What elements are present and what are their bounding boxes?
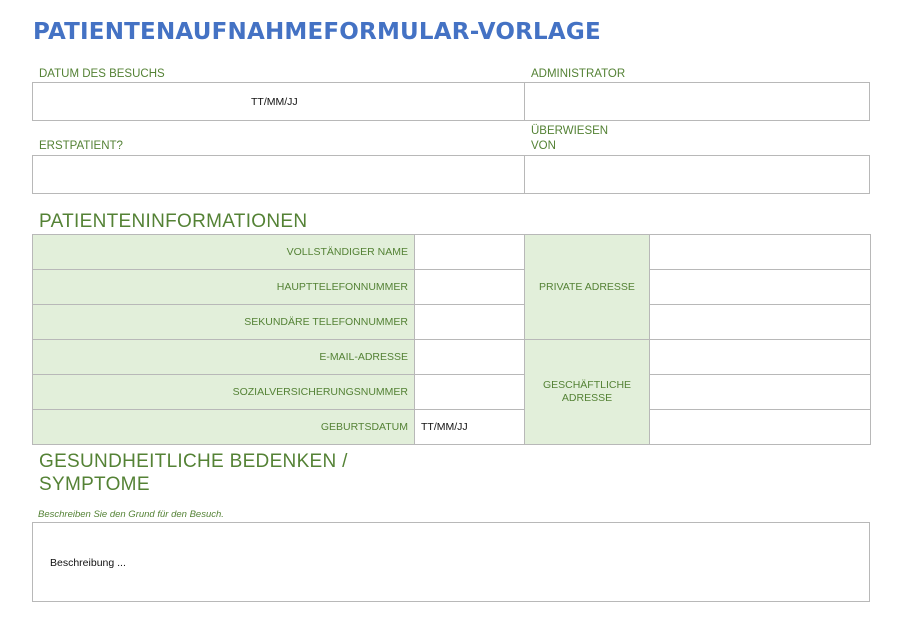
- table-row: [33, 270, 871, 305]
- patient-info-heading: PATIENTENINFORMATIONEN: [39, 211, 308, 232]
- description-value: Beschreibung ...: [50, 557, 126, 569]
- private-address-line-1[interactable]: [650, 235, 871, 270]
- health-hint: Beschreiben Sie den Grund für den Besuch.: [38, 509, 224, 520]
- birthdate-field[interactable]: TT/MM/JJ: [415, 410, 525, 445]
- description-field[interactable]: [32, 522, 870, 602]
- page-title: PATIENTENAUFNAHMEFORMULAR-VORLAGE: [33, 19, 601, 45]
- business-address-line-1[interactable]: [650, 340, 871, 375]
- health-heading-line1: GESUNDHEITLICHE BEDENKEN /: [39, 451, 348, 472]
- birthdate-label: GEBURTSDATUM: [33, 410, 415, 445]
- table-row: [33, 235, 871, 270]
- ssn-field[interactable]: [415, 375, 525, 410]
- email-label: E-MAIL-ADRESSE: [33, 340, 415, 375]
- administrator-field[interactable]: [524, 82, 870, 121]
- business-address-line-3[interactable]: [650, 410, 871, 445]
- administrator-label: ADMINISTRATOR: [531, 68, 626, 80]
- ssn-label: SOZIALVERSICHERUNGSNUMMER: [33, 375, 415, 410]
- main-phone-label: HAUPTTELEFONNUMMER: [33, 270, 415, 305]
- email-field[interactable]: [415, 340, 525, 375]
- first-patient-field[interactable]: [32, 155, 525, 194]
- visit-date-label: DATUM DES BESUCHS: [39, 68, 165, 80]
- visit-date-value: TT/MM/JJ: [251, 96, 298, 108]
- business-address-label: [525, 340, 650, 445]
- business-address-line-2[interactable]: [650, 375, 871, 410]
- visit-date-field[interactable]: [32, 82, 525, 121]
- private-address-line-2[interactable]: [650, 270, 871, 305]
- table-row: [33, 410, 871, 445]
- health-heading-line2: SYMPTOME: [39, 474, 150, 495]
- secondary-phone-label: SEKUNDÄRE TELEFONNUMMER: [33, 305, 415, 340]
- referred-label-line2: VON: [531, 140, 556, 152]
- referred-label-line1: ÜBERWIESEN: [531, 125, 609, 137]
- private-address-label: PRIVATE ADRESSE: [525, 235, 650, 340]
- full-name-label: VOLLSTÄNDIGER NAME: [33, 235, 415, 270]
- full-name-field[interactable]: [415, 235, 525, 270]
- patient-info-table: [32, 234, 871, 445]
- private-address-line-3[interactable]: [650, 305, 871, 340]
- first-patient-label: ERSTPATIENT?: [39, 140, 123, 152]
- business-address-label-line2: ADRESSE: [561, 392, 613, 404]
- business-address-label-line1: GESCHÄFTLICHE: [542, 379, 632, 391]
- referred-by-field[interactable]: [524, 155, 870, 194]
- main-phone-field[interactable]: [415, 270, 525, 305]
- table-row: [33, 340, 871, 375]
- table-row: [33, 305, 871, 340]
- secondary-phone-field[interactable]: [415, 305, 525, 340]
- table-row: [33, 375, 871, 410]
